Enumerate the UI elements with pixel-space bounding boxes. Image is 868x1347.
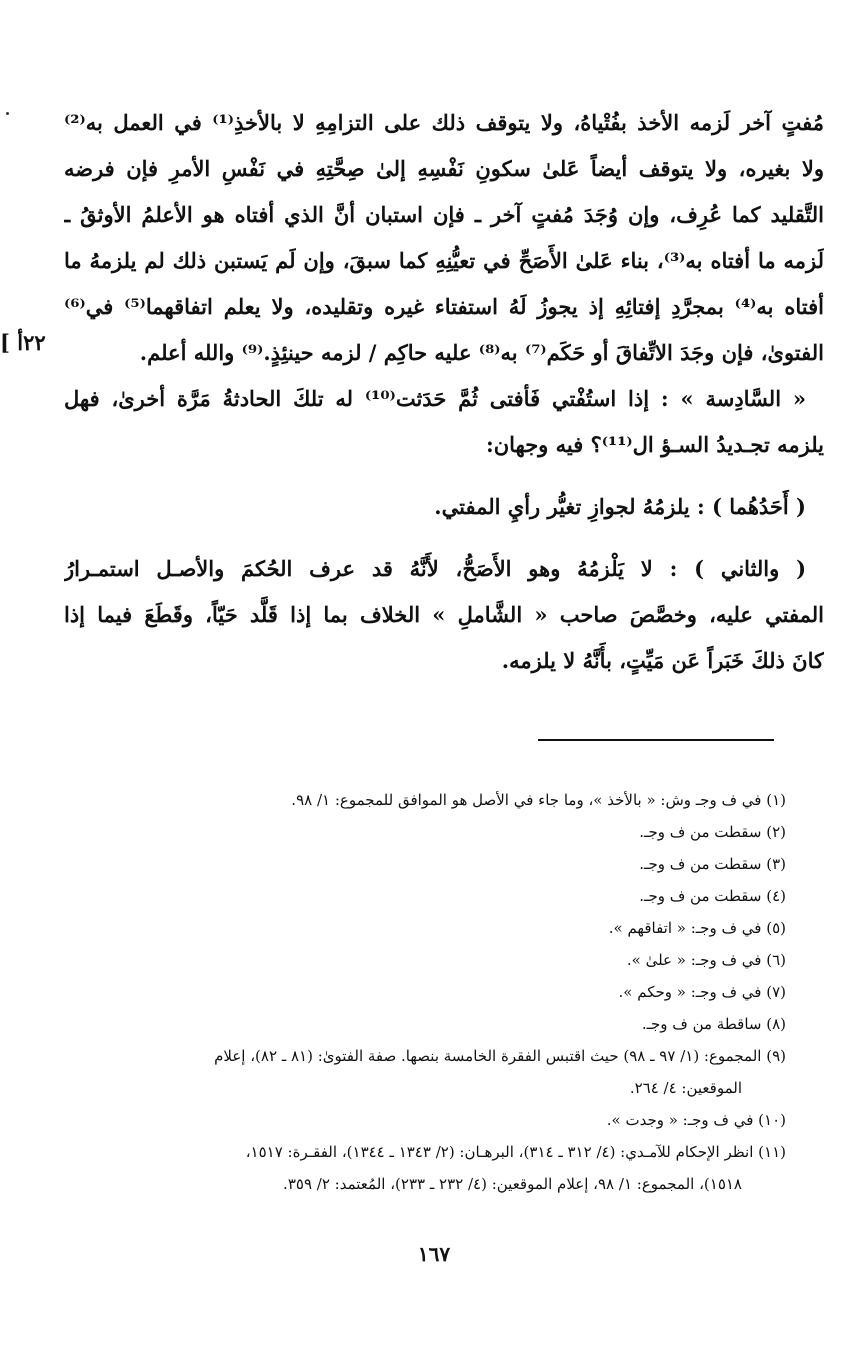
margin-dot bbox=[6, 112, 9, 115]
footnote: (١١) انظر الإحكام للآمـدي: (٤/ ٣١٢ ـ ٣١٤)، البرهـان: (٢/ ١٣٤٣ ـ ١٣٤٤)، الفقـرة: ١٥١٧، bbox=[245, 1143, 786, 1161]
text-line: ولا بغيره، ولا يتوقف أيضاً عَلىٰ سكونِ نَفْسِهِ إلىٰ صِحَّتِهِ في نَفْسِ الأمرِ فإن فرضه bbox=[64, 156, 824, 181]
page-number: ١٦٧ bbox=[417, 1242, 451, 1266]
footnote: (٤) سقطت من ف وجـ. bbox=[639, 887, 786, 905]
footnote: (٧) في ف وجـ: « وحكم ». bbox=[618, 983, 786, 1001]
main-text bbox=[64, 100, 824, 684]
footnote: (٣) سقطت من ف وجـ. bbox=[639, 855, 786, 873]
folio-marker: ٢٢أ ] bbox=[0, 330, 46, 355]
text-line: كانَ ذلكَ خَبَراً عَن مَيِّتٍ، بأَنَّهُ لا يلزمه. bbox=[501, 648, 824, 673]
first-view-text: : يلزمُهُ لجوازِ تغيُّر رأيِ المفتي. bbox=[434, 494, 705, 519]
text-line: أفتاه به⁽⁴⁾ بمجرَّدِ إفتائِهِ إذ يجوزُ لَهُ استفتاء غيره وتقليده، ولا يعلم اتفاقهما⁽⁵⁾ في⁽⁶⁾ bbox=[64, 294, 824, 319]
footnote: (٥) في ف وجـ: « اتفاقهم ». bbox=[608, 919, 786, 937]
footnote: (٩) المجموع: (١/ ٩٧ ـ ٩٨) حيث اقتبس الفقرة الخامسة بنصها. صفة الفتوىٰ: (٨١ ـ ٨٢)، إعلام bbox=[214, 1047, 786, 1065]
text-line: الفتوىٰ، فإن وجَدَ الاتِّفاقَ أو حَكَم⁽⁷⁾ به⁽⁸⁾ عليه حاكِم / لزمه حينئِذٍ.⁽⁹⁾ والله أعلم. bbox=[139, 340, 824, 365]
footnote-continuation: ١٥١٨)، المجموع: ١/ ٩٨، إعلام الموقعين: (٤/ ٢٣٢ ـ ٢٣٣)، المُعتمد: ٢/ ٣٥٩. bbox=[283, 1175, 742, 1193]
sixth-issue-title: « السَّادِسة » bbox=[680, 386, 807, 411]
footnotes bbox=[56, 784, 786, 1200]
footnote-continuation: الموقعين: ٤/ ٢٦٤. bbox=[629, 1079, 742, 1097]
footnote: (٨) ساقطة من ف وجـ. bbox=[641, 1015, 786, 1033]
second-view-line bbox=[64, 546, 824, 592]
sixth-issue-line bbox=[64, 376, 824, 422]
text-line: التَّقليد كما عُرِف، وإن وُجَدَ مُفتٍ آخر ـ فإن استبان أنَّ الذي أفتاه هو الأعلمُ الأوثقُ ـ bbox=[64, 202, 824, 227]
first-view-line bbox=[64, 484, 824, 530]
text-line: لَزمه ما أفتاه به⁽³⁾، بناء عَلىٰ الأَصَحِّ في تعيُّنِهِ كما سبقَ، وإن لَم يَستبن ذلك لم يلزمهُ ما bbox=[64, 248, 824, 273]
first-view-label: ( أَحَدُهُما ) bbox=[712, 494, 806, 519]
text-line: مُفتٍ آخر لَزمه الأخذ بفُتْياهُ، ولا يتوقف ذلك على التزامِهِ لا بالأخذِ⁽¹⁾ في العمل به⁽²⁾ bbox=[64, 110, 824, 135]
footnote-separator bbox=[538, 739, 774, 741]
footnote: (١) في ف وجـ وش: « بالأخذ »، وما جاء في الأصل هو الموافق للمجموع: ١/ ٩٨. bbox=[291, 791, 786, 809]
sixth-issue-text: : إذا استُفْتي فَأفتى ثُمَّ حَدَثت⁽¹⁰⁾ له تلكَ الحادثةُ مَرَّة أخرىٰ، فهل bbox=[64, 386, 669, 411]
second-view-text: : لا يَلْزمُهُ وهو الأَصَحُّ، لأَنَّهُ قد عرف الحُكمَ والأصـل استمـرارُ bbox=[64, 556, 678, 581]
second-view-label: ( والثاني ) bbox=[694, 556, 807, 581]
footnote: (٦) في ف وجـ: « علىٰ ». bbox=[626, 951, 786, 969]
text-line: المفتي عليه، وخصَّصَ صاحب « الشَّاملِ » الخلاف بما إذا قَلَّد حَيّاً، وقَطَعَ فيما إذا bbox=[64, 602, 824, 627]
footnote: (٢) سقطت من ف وجـ. bbox=[639, 823, 786, 841]
footnote: (١٠) في ف وجـ: « وجدت ». bbox=[606, 1111, 786, 1129]
text-line: يلزمه تجـديدُ السـؤ ال⁽¹¹⁾؟ فيه وجهان: bbox=[485, 432, 824, 457]
